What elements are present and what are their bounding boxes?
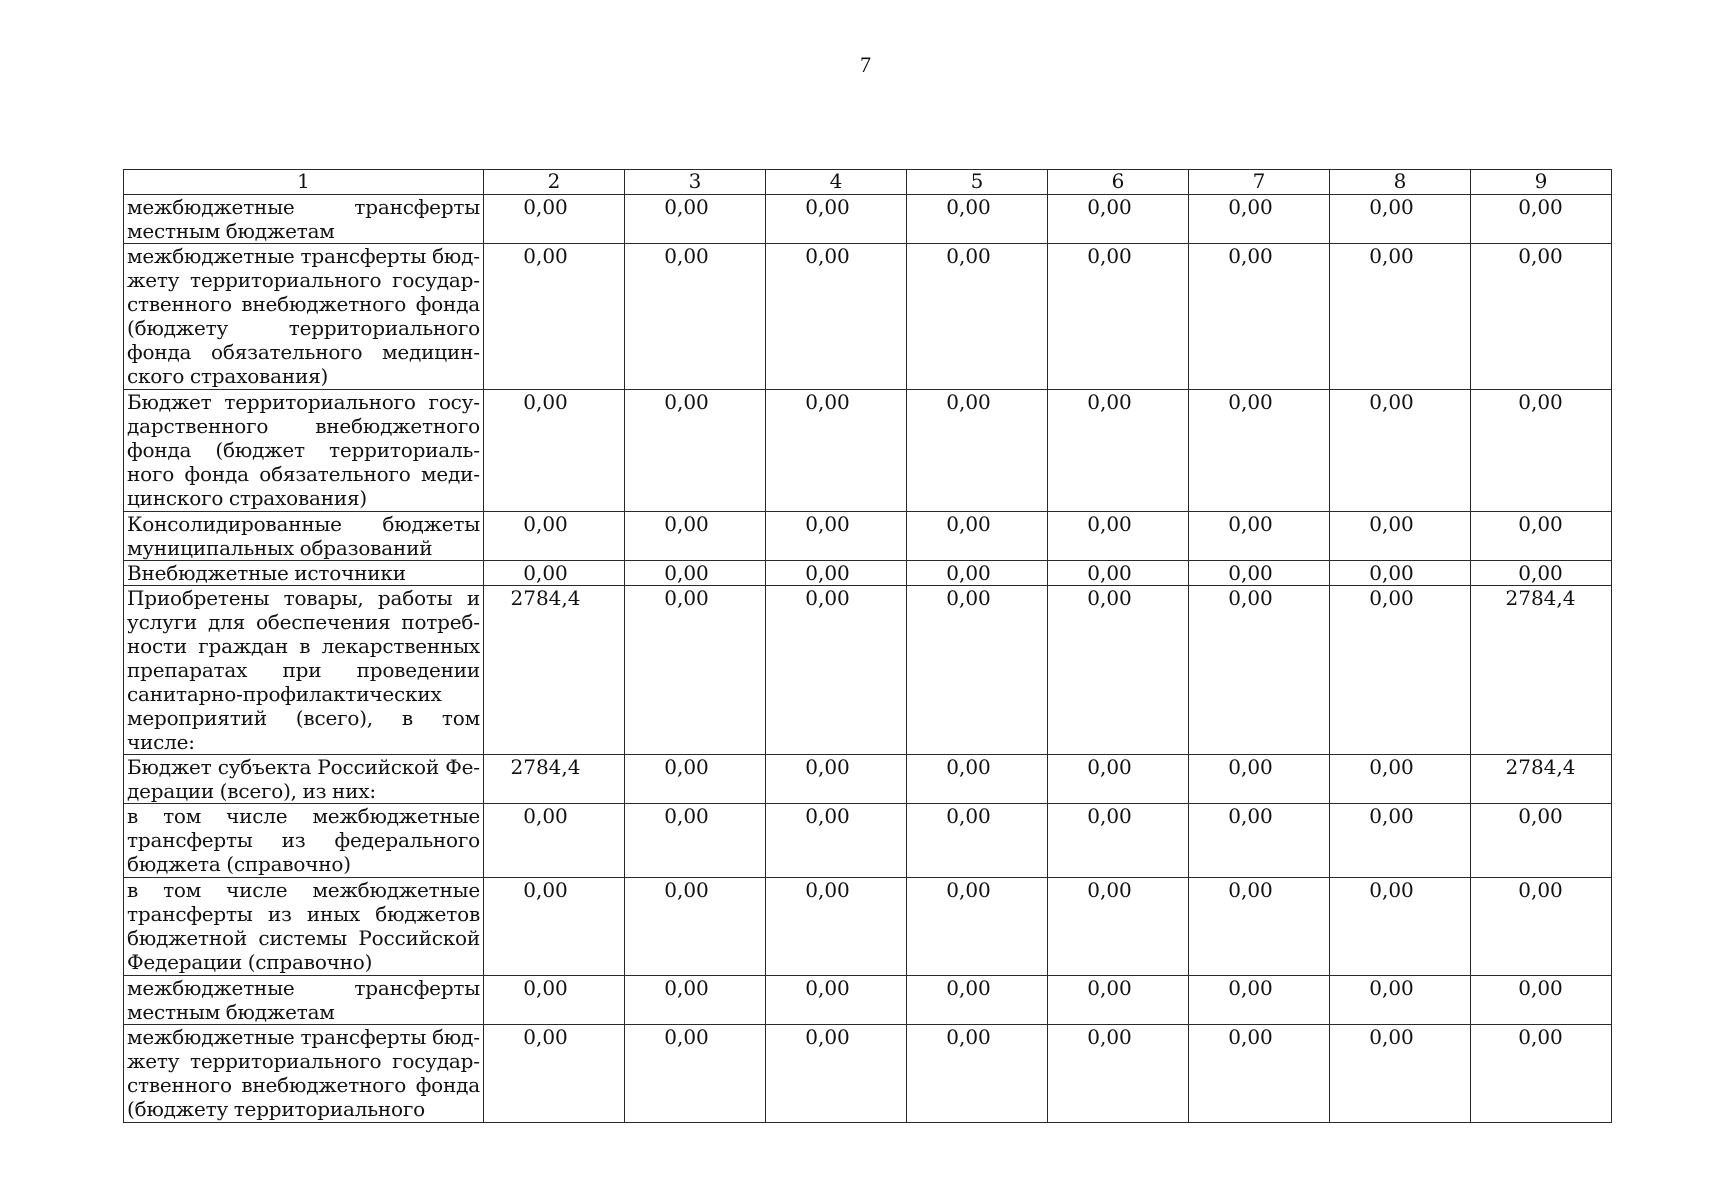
- table-row: [124, 195, 1612, 244]
- table-row: [124, 878, 1612, 976]
- value-cell: 0,00: [766, 561, 907, 586]
- row-label: межбюджетные трансферты бюджету территориального государственного внебюджетного фонда (бюджету территориального: [124, 1025, 484, 1123]
- value-cell: 0,00: [1330, 755, 1471, 804]
- row-label: в том числе межбюджетные трансферты из федерального бюджета (справочно): [124, 804, 484, 878]
- value-cell: 2784,4: [1471, 586, 1612, 755]
- column-header: 9: [1471, 170, 1612, 195]
- value-cell: 0,00: [766, 586, 907, 755]
- value-cell: 0,00: [1189, 195, 1330, 244]
- value-cell: 0,00: [1189, 976, 1330, 1025]
- value-cell: 0,00: [907, 586, 1048, 755]
- value-cell: 0,00: [1189, 1025, 1330, 1123]
- value-cell: 0,00: [484, 244, 625, 390]
- value-cell: 0,00: [484, 390, 625, 512]
- value-cell: 0,00: [1330, 586, 1471, 755]
- table-row: [124, 804, 1612, 878]
- value-cell: 0,00: [907, 755, 1048, 804]
- row-label: межбюджетные трансферты местным бюджетам: [124, 195, 484, 244]
- table-header: [124, 170, 1612, 195]
- table-row: [124, 244, 1612, 390]
- table-body: [124, 195, 1612, 1123]
- value-cell: 0,00: [1189, 804, 1330, 878]
- table-row: [124, 755, 1612, 804]
- value-cell: 0,00: [907, 561, 1048, 586]
- column-header: 7: [1189, 170, 1330, 195]
- row-label: межбюджетные трансферты местным бюджетам: [124, 976, 484, 1025]
- value-cell: 0,00: [1330, 1025, 1471, 1123]
- value-cell: 0,00: [907, 244, 1048, 390]
- value-cell: 0,00: [484, 512, 625, 561]
- value-cell: 0,00: [625, 976, 766, 1025]
- column-header: 6: [1048, 170, 1189, 195]
- value-cell: 0,00: [1048, 512, 1189, 561]
- value-cell: 0,00: [1189, 512, 1330, 561]
- budget-table: [123, 169, 1612, 1123]
- value-cell: 0,00: [1471, 561, 1612, 586]
- column-header: 4: [766, 170, 907, 195]
- value-cell: 0,00: [1048, 804, 1189, 878]
- column-header: 5: [907, 170, 1048, 195]
- value-cell: 0,00: [484, 195, 625, 244]
- column-header: 2: [484, 170, 625, 195]
- table-row: [124, 1025, 1612, 1123]
- table-row: [124, 561, 1612, 586]
- value-cell: 0,00: [766, 512, 907, 561]
- value-cell: 2784,4: [484, 586, 625, 755]
- value-cell: 2784,4: [484, 755, 625, 804]
- value-cell: 0,00: [766, 195, 907, 244]
- row-label: межбюджетные трансферты бюджету территориального государственного внебюджетного фонда (бюджету территориального фонда обязательного медицинского страхования): [124, 244, 484, 390]
- table-row: [124, 976, 1612, 1025]
- value-cell: 0,00: [766, 244, 907, 390]
- value-cell: 0,00: [625, 244, 766, 390]
- value-cell: 0,00: [625, 390, 766, 512]
- value-cell: 0,00: [625, 878, 766, 976]
- value-cell: 0,00: [625, 1025, 766, 1123]
- value-cell: 0,00: [1471, 878, 1612, 976]
- value-cell: 0,00: [766, 878, 907, 976]
- value-cell: 0,00: [1048, 976, 1189, 1025]
- value-cell: 0,00: [484, 804, 625, 878]
- value-cell: 0,00: [1330, 976, 1471, 1025]
- value-cell: 0,00: [907, 976, 1048, 1025]
- value-cell: 0,00: [1471, 804, 1612, 878]
- value-cell: 0,00: [625, 804, 766, 878]
- value-cell: 0,00: [1330, 804, 1471, 878]
- row-label: Внебюджетные источники: [124, 561, 484, 586]
- value-cell: 0,00: [907, 512, 1048, 561]
- value-cell: 0,00: [1471, 390, 1612, 512]
- row-label: Консолидированные бюджеты муниципальных образований: [124, 512, 484, 561]
- value-cell: 0,00: [1471, 512, 1612, 561]
- row-label: Бюджет субъекта Российской Федерации (всего), из них:: [124, 755, 484, 804]
- value-cell: 0,00: [1048, 586, 1189, 755]
- value-cell: 0,00: [625, 755, 766, 804]
- value-cell: 0,00: [766, 976, 907, 1025]
- value-cell: 0,00: [1330, 390, 1471, 512]
- header-row: [124, 170, 1612, 195]
- value-cell: 0,00: [1330, 878, 1471, 976]
- column-header: 1: [124, 170, 484, 195]
- value-cell: 0,00: [1189, 244, 1330, 390]
- value-cell: 0,00: [1048, 1025, 1189, 1123]
- value-cell: 0,00: [625, 561, 766, 586]
- value-cell: 0,00: [1048, 244, 1189, 390]
- page-number: 7: [860, 52, 871, 77]
- value-cell: 0,00: [1189, 878, 1330, 976]
- column-header: 3: [625, 170, 766, 195]
- value-cell: 2784,4: [1471, 755, 1612, 804]
- value-cell: 0,00: [484, 561, 625, 586]
- value-cell: 0,00: [1048, 561, 1189, 586]
- value-cell: 0,00: [1330, 512, 1471, 561]
- value-cell: 0,00: [766, 1025, 907, 1123]
- value-cell: 0,00: [907, 195, 1048, 244]
- value-cell: 0,00: [1471, 244, 1612, 390]
- value-cell: 0,00: [625, 512, 766, 561]
- value-cell: 0,00: [625, 195, 766, 244]
- value-cell: 0,00: [766, 390, 907, 512]
- value-cell: 0,00: [1189, 390, 1330, 512]
- value-cell: 0,00: [484, 878, 625, 976]
- value-cell: 0,00: [766, 804, 907, 878]
- table-row: [124, 390, 1612, 512]
- value-cell: 0,00: [1330, 195, 1471, 244]
- value-cell: 0,00: [484, 976, 625, 1025]
- row-label: Бюджет территориального государственного внебюджетного фонда (бюджет территориального фонда обязательного медицинского страхования): [124, 390, 484, 512]
- value-cell: 0,00: [1189, 586, 1330, 755]
- value-cell: 0,00: [1048, 195, 1189, 244]
- value-cell: 0,00: [1189, 561, 1330, 586]
- value-cell: 0,00: [625, 586, 766, 755]
- value-cell: 0,00: [1189, 755, 1330, 804]
- column-header: 8: [1330, 170, 1471, 195]
- value-cell: 0,00: [1471, 1025, 1612, 1123]
- value-cell: 0,00: [907, 878, 1048, 976]
- value-cell: 0,00: [1330, 561, 1471, 586]
- value-cell: 0,00: [484, 1025, 625, 1123]
- value-cell: 0,00: [1048, 755, 1189, 804]
- value-cell: 0,00: [907, 1025, 1048, 1123]
- value-cell: 0,00: [1471, 976, 1612, 1025]
- row-label: в том числе межбюджетные трансферты из иных бюджетов бюджетной системы Российской Федерации (справочно): [124, 878, 484, 976]
- value-cell: 0,00: [907, 804, 1048, 878]
- table-row: [124, 586, 1612, 755]
- value-cell: 0,00: [766, 755, 907, 804]
- value-cell: 0,00: [1471, 195, 1612, 244]
- value-cell: 0,00: [1048, 390, 1189, 512]
- value-cell: 0,00: [907, 390, 1048, 512]
- value-cell: 0,00: [1048, 878, 1189, 976]
- table-row: [124, 512, 1612, 561]
- row-label: Приобретены товары, работы и услуги для обеспечения потребности граждан в лекарственных препаратах при проведении санитарно-профилактических мероприятий (всего), в том числе:: [124, 586, 484, 755]
- value-cell: 0,00: [1330, 244, 1471, 390]
